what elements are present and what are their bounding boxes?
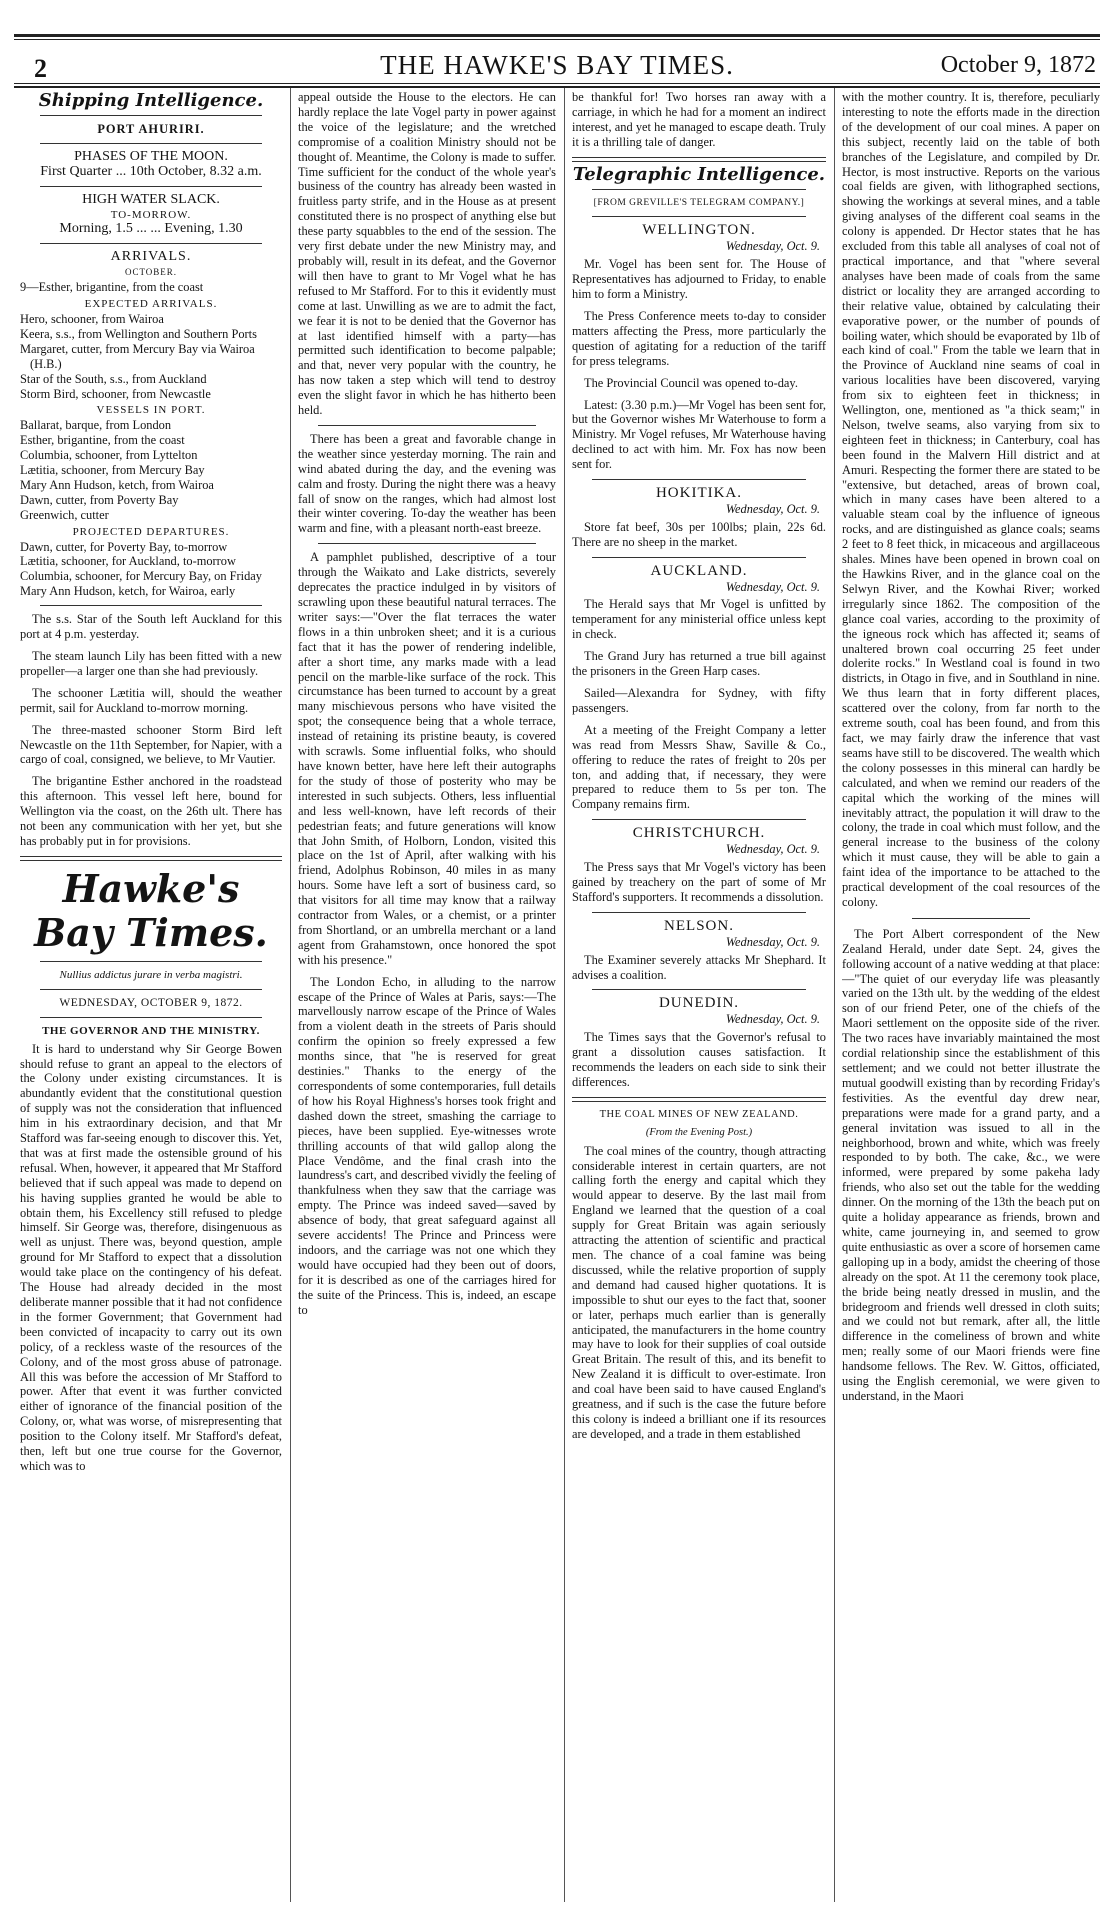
leader-continuation: appeal outside the House to the electors. He can hardly replace the late Vogel party in power against the voice of the legislature; and the wretched compromise of a coalition Ministry should not be thought of. Meantime, the Colony is made to suffer. Time sufficient for the conduct of the whole year's business of the country has already been wasted in fruitless party strife, and in the House as at present constituted there is no prospect of anything else but these party squabbles to the end of the session. The very first debate under the new Ministry may, and probably will, result in its defeat, and the Governor will then have to grant to Mr Vogel what he has refused to Mr Stafford. For to this it evidently must come at last. Unwilling as we are to admit the fact, we fear it is not to be denied that the Governor has at last identified himself with a party—has permitted such identification to become palpable; and that, never very popular with the country, he has now taken a step which will tend to destroy even the slight favor in which he has hitherto been held.: [298, 90, 556, 418]
expected-arrival-item: Margaret, cutter, from Mercury Bay via Wairoa (H.B.): [20, 341, 255, 371]
divider: [592, 819, 806, 820]
vessel-item: Esther, brigantine, from the coast: [20, 433, 185, 448]
telegram-place: CHRISTCHURCH.: [632, 825, 766, 842]
divider: [592, 189, 806, 190]
divider: [592, 216, 806, 217]
telegram-text: The Press Conference meets to-day to consider matters affecting the Press, more particularly the question of agitating for a reduction of the tariff for press telegrams.: [572, 308, 826, 368]
telegram-wellington: [572, 223, 826, 472]
telegram-place: NELSON.: [664, 917, 734, 934]
shipping-note: The schooner Lætitia will, should the weather permit, sail for Auckland to-morrow morning.: [20, 685, 282, 715]
double-divider: [20, 856, 282, 861]
telegram-date: Wednesday, Oct. 9.: [725, 501, 820, 516]
column-divider: [564, 88, 565, 1902]
divider: [592, 989, 806, 990]
telegram-date: Wednesday, Oct. 9.: [725, 934, 820, 949]
telegram-christchurch: [572, 826, 826, 905]
telegram-text: Store fat beef, 30s per 100lbs; plain, 22s 6d. There are no sheep in the market.: [572, 519, 826, 549]
divider: [40, 186, 262, 187]
arrivals-list: [20, 280, 282, 295]
vessel-item: Greenwich, cutter: [20, 507, 109, 522]
expected-arrivals-title: EXPECTED ARRIVALS.: [84, 298, 218, 311]
shipping-note: The three-masted schooner Storm Bird left Newcastle on the 11th September, for Napier, with a cargo of coal, consigned, we believe, to Mr Vautier.: [20, 722, 282, 767]
divider: [318, 543, 536, 544]
paper-motto: Nullius addictus jurare in verba magistri.: [59, 968, 243, 981]
double-divider: [572, 157, 826, 162]
shipping-note: The brigantine Esther anchored in the roadstead this afternoon. This vessel left here, bound for Wellington via the coast, on the 26th ult. There has not been any communication with her yet, but she has probably put in for provisions.: [20, 774, 282, 848]
top-rule: [14, 34, 1100, 37]
leader-date: WEDNESDAY, OCTOBER 9, 1872.: [59, 996, 243, 1009]
departure-item: Columbia, schooner, for Mercury Bay, on Friday: [20, 569, 262, 584]
column-3: [572, 90, 826, 1902]
telegram-text: Sailed—Alexandra for Sydney, with fifty passengers.: [572, 686, 826, 715]
projected-departures-list: [20, 540, 282, 600]
departure-item: Mary Ann Hudson, ketch, for Wairoa, early: [20, 584, 236, 599]
masthead-bottom-rule: [14, 83, 1100, 84]
divider: [40, 115, 262, 116]
port-name: PORT AHURIRI.: [97, 121, 205, 136]
telegraphic-heading: Telegraphic Intelligence.: [572, 163, 826, 185]
column-2: [298, 90, 556, 1902]
divider: [40, 1017, 262, 1018]
divider: [592, 912, 806, 913]
divider: [592, 479, 806, 480]
telegram-text: The Times says that the Governor's refusal to grant a dissolution causes satisfaction. It recommends the leaders on each side to sink their differences.: [572, 1030, 826, 1089]
coal-continuation: with the mother country. It is, therefore, peculiarly interesting to note the efforts made in the direction of the development of our coal mines. A paper on this subject, recently laid on the table of both branches of the Legislature, and compiled by Dr. Hector, is most instructive. Reports on the various coal fields are given, with lithographed sections, showing the workings at several mines, and a table giving analyses of the different coal seams in the colony is appended. Dr Hector states that he has excluded from this table all analyses of coal not of practical importance, and that "where several analyses have been made of coals from the same district or locality they are arranged according to their relative value, obtained by calculating their evaporative power, or the number of pounds of boiling water, which should be evaporated by 1lb of each kind of coal." From the table we learn that in the Province of Auckland nine seams of coal in various localities have been discovered, varying from six to eighteen feet in thickness; in Wellington, one, mentioned as "a thick seam;" in Nelson, twelve seams, also varying from six to eighteen feet in thickness; in Canterbury, coal has been found in the Malvern Hill district and at Amuri. Respecting the former there are stated to be "extensive, but detached, areas of brown coal, which in many cases have been altered to a valuable steam coal by the influence of igneous rocks, and are distinguished as glance coals; seams 2 feet to 8 feet thick, in micaceous and argillaceous shales. Mines have been opened in brown coal on the Hawkins River, and in the glance coal on the Selwyn River, and the Kowhai River; worked irregularly since 1862. The composition of the glance coal varies, according to the proximity of the igneous rock which has affected it; seams of unaltered brown coal occurring 25 feet under dolerite rocks." In Westland coal is found in two districts, in Otago in five, and in Southland in nine. We thus learn that in forty different places, scattered over the colony, from far north to the extreme south, coal has been found, and from this fact, we may fairly draw the inference that vast seams have still to be discovered. The wealth which the colony possesses in this mineral can hardly be calculated, and when we remind our readers of the capital which the working of the mines will inevitably attract, the population it will draw to the colony, the trade in coal which must follow, and the general increase to the business of the colony which it must cause, they will be able to gain a faint idea of the importance to be attached to the practical development of the coal resources of the colony.: [842, 90, 1100, 909]
vessels-in-port-list: [20, 418, 282, 522]
arrivals-month: OCTOBER.: [124, 267, 178, 278]
shipping-note: The steam launch Lily has been fitted with a new propeller—a larger one than she had previously.: [20, 649, 282, 678]
telegram-text: The Grand Jury has returned a true bill against the prisoners in the Green Harp cases.: [572, 649, 826, 679]
shipping-heading: Shipping Intelligence.: [38, 90, 264, 111]
issue-date: October 9, 1872: [940, 52, 1096, 78]
divider: [912, 918, 1030, 919]
telegram-date: Wednesday, Oct. 9.: [725, 842, 820, 857]
telegram-text: The Press says that Mr Vogel's victory has been gained by treachery on the part of some of Mr Stafford's supporters. It recommends a dissolution.: [572, 860, 826, 904]
top-rule-thin: [14, 39, 1100, 40]
telegram-date: Wednesday, Oct. 9.: [725, 579, 820, 594]
vessel-item: Lætitia, schooner, from Mercury Bay: [20, 463, 205, 478]
vessel-item: Ballarat, barque, from London: [20, 418, 172, 433]
expected-arrival-item: Hero, schooner, from Wairoa: [20, 311, 164, 326]
vessel-item: Columbia, schooner, from Lyttelton: [20, 448, 198, 463]
arrivals-title: ARRIVALS.: [110, 249, 192, 265]
london-echo-paragraph: The London Echo, in alluding to the narrow escape of the Prince of Wales at Paris, says:—The marvellously narrow escape of the Prince of Wales from a violent death in the streets of Paris should confirm the opinion so freely expressed a few months since, that "he is reserved for great destinies." Thanks to the energy of the correspondents of some contemporaries, full details of how his Royal Highness's horses took fright and dashed down the street, smashing the carriage to pieces, have been supplied. Eye-witnesses wrote thrilling accounts of that wild gallop along the Place Vendôme, and the final crash into the laundress's cart, and described vividly the feeling of thankfulness when they saw that the carriage was empty. The Prince was indeed saved—saved by absence of body, that great safeguard against all severe accidents! The Prince and Princess were indoors, and the carriage was not one which they would have occupied had they been out of doors, for it is described as one of the carriages hired for the suite of the Princess. This is, indeed, an escape to: [298, 974, 556, 1317]
moon-phases-title: PHASES OF THE MOON.: [74, 148, 228, 164]
moon-phase-line: First Quarter ... 10th October, 8.32 a.m.: [40, 163, 262, 179]
telegram-place: HOKITIKA.: [655, 485, 743, 502]
telegram-source: [FROM GREVILLE'S TELEGRAM COMPANY.]: [593, 197, 805, 208]
telegram-auckland: [572, 564, 826, 813]
telegram-text: At a meeting of the Freight Company a letter was read from Messrs Shaw, Saville & Co., offering to reduce the rates of freight to 20s per ton, and adding that, if necessary, they were prepared to reduce them to 5s per ton. The Company remains firm.: [572, 722, 826, 812]
shipping-note: The s.s. Star of the South left Auckland for this port at 4 p.m. yesterday.: [20, 612, 282, 642]
telegram-place: WELLINGTON.: [642, 222, 756, 239]
divider: [40, 989, 262, 990]
departure-item: Lætitia, schooner, for Auckland, to-morrow: [20, 554, 236, 569]
newspaper-title: THE HAWKE'S BAY TIMES.: [380, 50, 734, 80]
telegram-place: DUNEDIN.: [658, 995, 740, 1012]
divider: [592, 557, 806, 558]
telegram-text: Mr. Vogel has been sent for. The House of Representatives has adjourned to Friday, to enable him to form a Ministry.: [572, 257, 826, 302]
telegram-text: The Herald says that Mr Vogel is unfitted by temperament for any ministerial office unless kept in check.: [572, 597, 826, 642]
pamphlet-paragraph: A pamphlet published, descriptive of a tour through the Waikato and Lake districts, severely deprecates the practice indulged in by visitors of scrawling upon these beautiful natural terraces. The writer says:—"Over the flat terraces the water flows in a thin unbroken sheet; and it is a curious fact that it has the power of rendering indelible, after a short time, any marks made with a lead pencil on the marble-like surface of the rock. This circumstance has been turned to account by a great many mischievous persons who have visited the spot; the consequence being that a whole terrace, instead of retaining its pristine beauty, is covered with scrawls. Some influential folks, who should have known better, have here left their autographs for the study of those of posterity who may be interested in such subjects. Others, less influential and less well-known, have left records of their pedestrian feats; and future generations will know that John Smith, of Holborn, London, visited this place on the 1st of April, after walking with his friend, Adolphus Robinson, 40 miles in as many hours. Some have left a sort of business card, so that visitors for all time may know that a railway contractor from Wales, or a chemist, or a printer from Shortland, or an umbrella merchant or a land agent from Grahamstown, once honored the spot with his presence.": [298, 550, 556, 967]
coal-title: THE COAL MINES OF NEW ZEALAND.: [599, 1108, 799, 1120]
masthead-bottom-rule-2: [14, 86, 1100, 88]
telegram-text: The Examiner severely attacks Mr Shephard. It advises a coalition.: [572, 952, 826, 982]
divider: [318, 425, 536, 426]
column-divider: [290, 88, 291, 1902]
vessel-item: Dawn, cutter, from Poverty Bay: [20, 492, 179, 507]
leader-title: THE GOVERNOR AND THE MINISTRY.: [42, 1024, 260, 1037]
column-4: [842, 90, 1100, 1902]
masthead: [14, 42, 1100, 82]
column-1: [20, 90, 282, 1902]
expected-arrival-item: Storm Bird, schooner, from Newcastle: [20, 386, 211, 401]
coal-text: The coal mines of the country, though attracting considerable interest in certain quarters, are not calling forth the energy and capital which they would appear to deserve. By the last mail from England we learned that the question of a coal supply for Great Britain was again seriously attracting the attention of scientific and practical men. The chance of a coal famine was being discussed, while the relative proportion of supply and demand had caused higher quotations. It is impossible to shut our eyes to the fact that, sooner or later, perhaps much earlier than is generally anticipated, the manufacturers in the home country may have to look for their supplies of coal outside Great Britain. The result of this, and its benefit to New Zealand it is difficult to over-estimate. Iron and coal have been said to have caused England's greatness, and if such is the case the future before this colony is indeed a brilliant one if its resources are developed, and a trade in them established: [572, 1143, 826, 1441]
high-water-title: HIGH WATER SLACK.: [82, 191, 220, 207]
telegram-date: Wednesday, Oct. 9.: [725, 239, 820, 254]
echo-continuation: be thankful for! Two horses ran away with a carriage, in which he had for a moment an indirect interest, and yet he managed to escape death. Truly it is a thrilling tale of danger.: [572, 90, 826, 149]
paper-nameplate: Hawke's Bay Times.: [34, 865, 268, 955]
high-water-subtitle: TO-MORROW.: [110, 208, 192, 221]
telegram-text: Latest: (3.30 p.m.)—Mr Vogel has been sent for, but the Governor wishes Mr Waterhouse to form a Ministry. Mr Vogel refuses, Mr Waterhouse having declined to act with him. Mr. Fox has now been sent for.: [572, 397, 826, 472]
telegram-place: AUCKLAND.: [650, 562, 748, 579]
expected-arrival-item: Keera, s.s., from Wellington and Southern Ports: [20, 326, 257, 341]
vessel-item: Mary Ann Hudson, ketch, from Wairoa: [20, 477, 214, 492]
telegram-text: The Provincial Council was opened to-day.: [584, 375, 798, 390]
divider: [40, 243, 262, 244]
vessels-in-port-title: VESSELS IN PORT.: [96, 404, 206, 417]
telegram-dunedin: [572, 996, 826, 1089]
telegram-hokitika: [572, 486, 826, 550]
telegram-nelson: [572, 919, 826, 983]
departure-item: Dawn, cutter, for Poverty Bay, to-morrow: [20, 539, 228, 554]
expected-arrival-item: Star of the South, s.s., from Auckland: [20, 371, 207, 386]
wedding-paragraph: The Port Albert correspondent of the New Zealand Herald, under date Sept. 24, gives the following account of a native wedding at that place:—"The quiet of our everyday life was pleasantly varied on the 13th ult. by the wedding of the eldest son of our friend Peter, one of the chiefs of the Maori settlement on the opposite side of the river. The two races have invariably maintained the most cordial relationship since the establishment of this settlement; and we could not better illustrate the mutual goodwill existing than by recording Friday's festivities. As the eventful day drew near, preparations were made for a grand party, and a general invitation was issued to all in the neighborhood, brown and white, which was freely responded to by both. The cake, &c., we were informed, were prepared by some pakeha lady friends, who also set out the table for the wedding dinner. On the morning of the 13th the beach put on quite a holiday appearance as friends, brown and white, came journeying in, and seemed to grow quite enthusiastic as over a score of horsemen came galloping up in a body, amidst the cheering of those already on the spot. At 11 the ceremony took place, the bride being neatly dressed in muslin, and the bridegroom and friends well dressed in cloth suits; and we could not but remark, after all, the little difference in the comeliness of brown and white men; really some of our Maori friends were fine handsome fellows. The Rev. W. Gittos, officiated, using the English ceremonial, we were given to understand, in the Maori: [842, 926, 1100, 1403]
double-divider: [572, 1097, 826, 1102]
projected-departures-title: PROJECTED DEPARTURES.: [72, 525, 230, 538]
expected-arrivals-list: [20, 312, 282, 401]
column-divider: [834, 88, 835, 1902]
leader-text: It is hard to understand why Sir George Bowen should refuse to grant an appeal to the electors of the Colony under existing circumstances. It is abundantly evident that the constitutional question of supply was not the consideration that influenced him in his extraordinary decision, and that Mr Stafford was far-seeing enough to discover this. Yet, that was at first made the ostensible ground of his refusal. When, however, it appeared that Mr Stafford believed that if such appeal was made to depend on his having supplies granted he would be able to obtain them, his Excellency still refused to pledge himself. Sir George was, therefore, disingenuous as well as unjust. There was, beyond question, ample ground for Mr Stafford to expect that a dissolution would take place on the contingency of his defeat. The House had already decided in the most deliberate manner possible that it had not confidence in the former Government; that Government had been convicted of incapacity to carry out its own policy, of a reckless waste of the resources of the Colony, and of the most gross abuse of patronage. All this was before the accession of Mr Stafford to power. After that event it was further convicted either of ignorance of the financial position of the Colony, or, what was worse, of misrepresenting that position to the Colony itself. Mr Stafford's defeat, then, left but one true course for the Governor, which was to: [20, 1041, 282, 1473]
divider: [40, 143, 262, 144]
page-number: 2: [34, 54, 47, 83]
divider: [40, 961, 262, 962]
divider: [40, 605, 262, 606]
telegram-date: Wednesday, Oct. 9.: [725, 1012, 820, 1027]
arrival-item: 9—Esther, brigantine, from the coast: [20, 280, 204, 295]
weather-paragraph: There has been a great and favorable change in the weather since yesterday morning. The rain and wind abated during the day, and the evening was calm and frosty. During the night there was a heavy fall of snow on the ranges, which had almost lost their winter covering. To-day the weather has been warm and fine, with a pleasant north-east breeze.: [298, 431, 556, 536]
high-water-times: Morning, 1.5 ... ... Evening, 1.30: [59, 221, 243, 237]
coal-source: (From the Evening Post.): [645, 1126, 753, 1138]
